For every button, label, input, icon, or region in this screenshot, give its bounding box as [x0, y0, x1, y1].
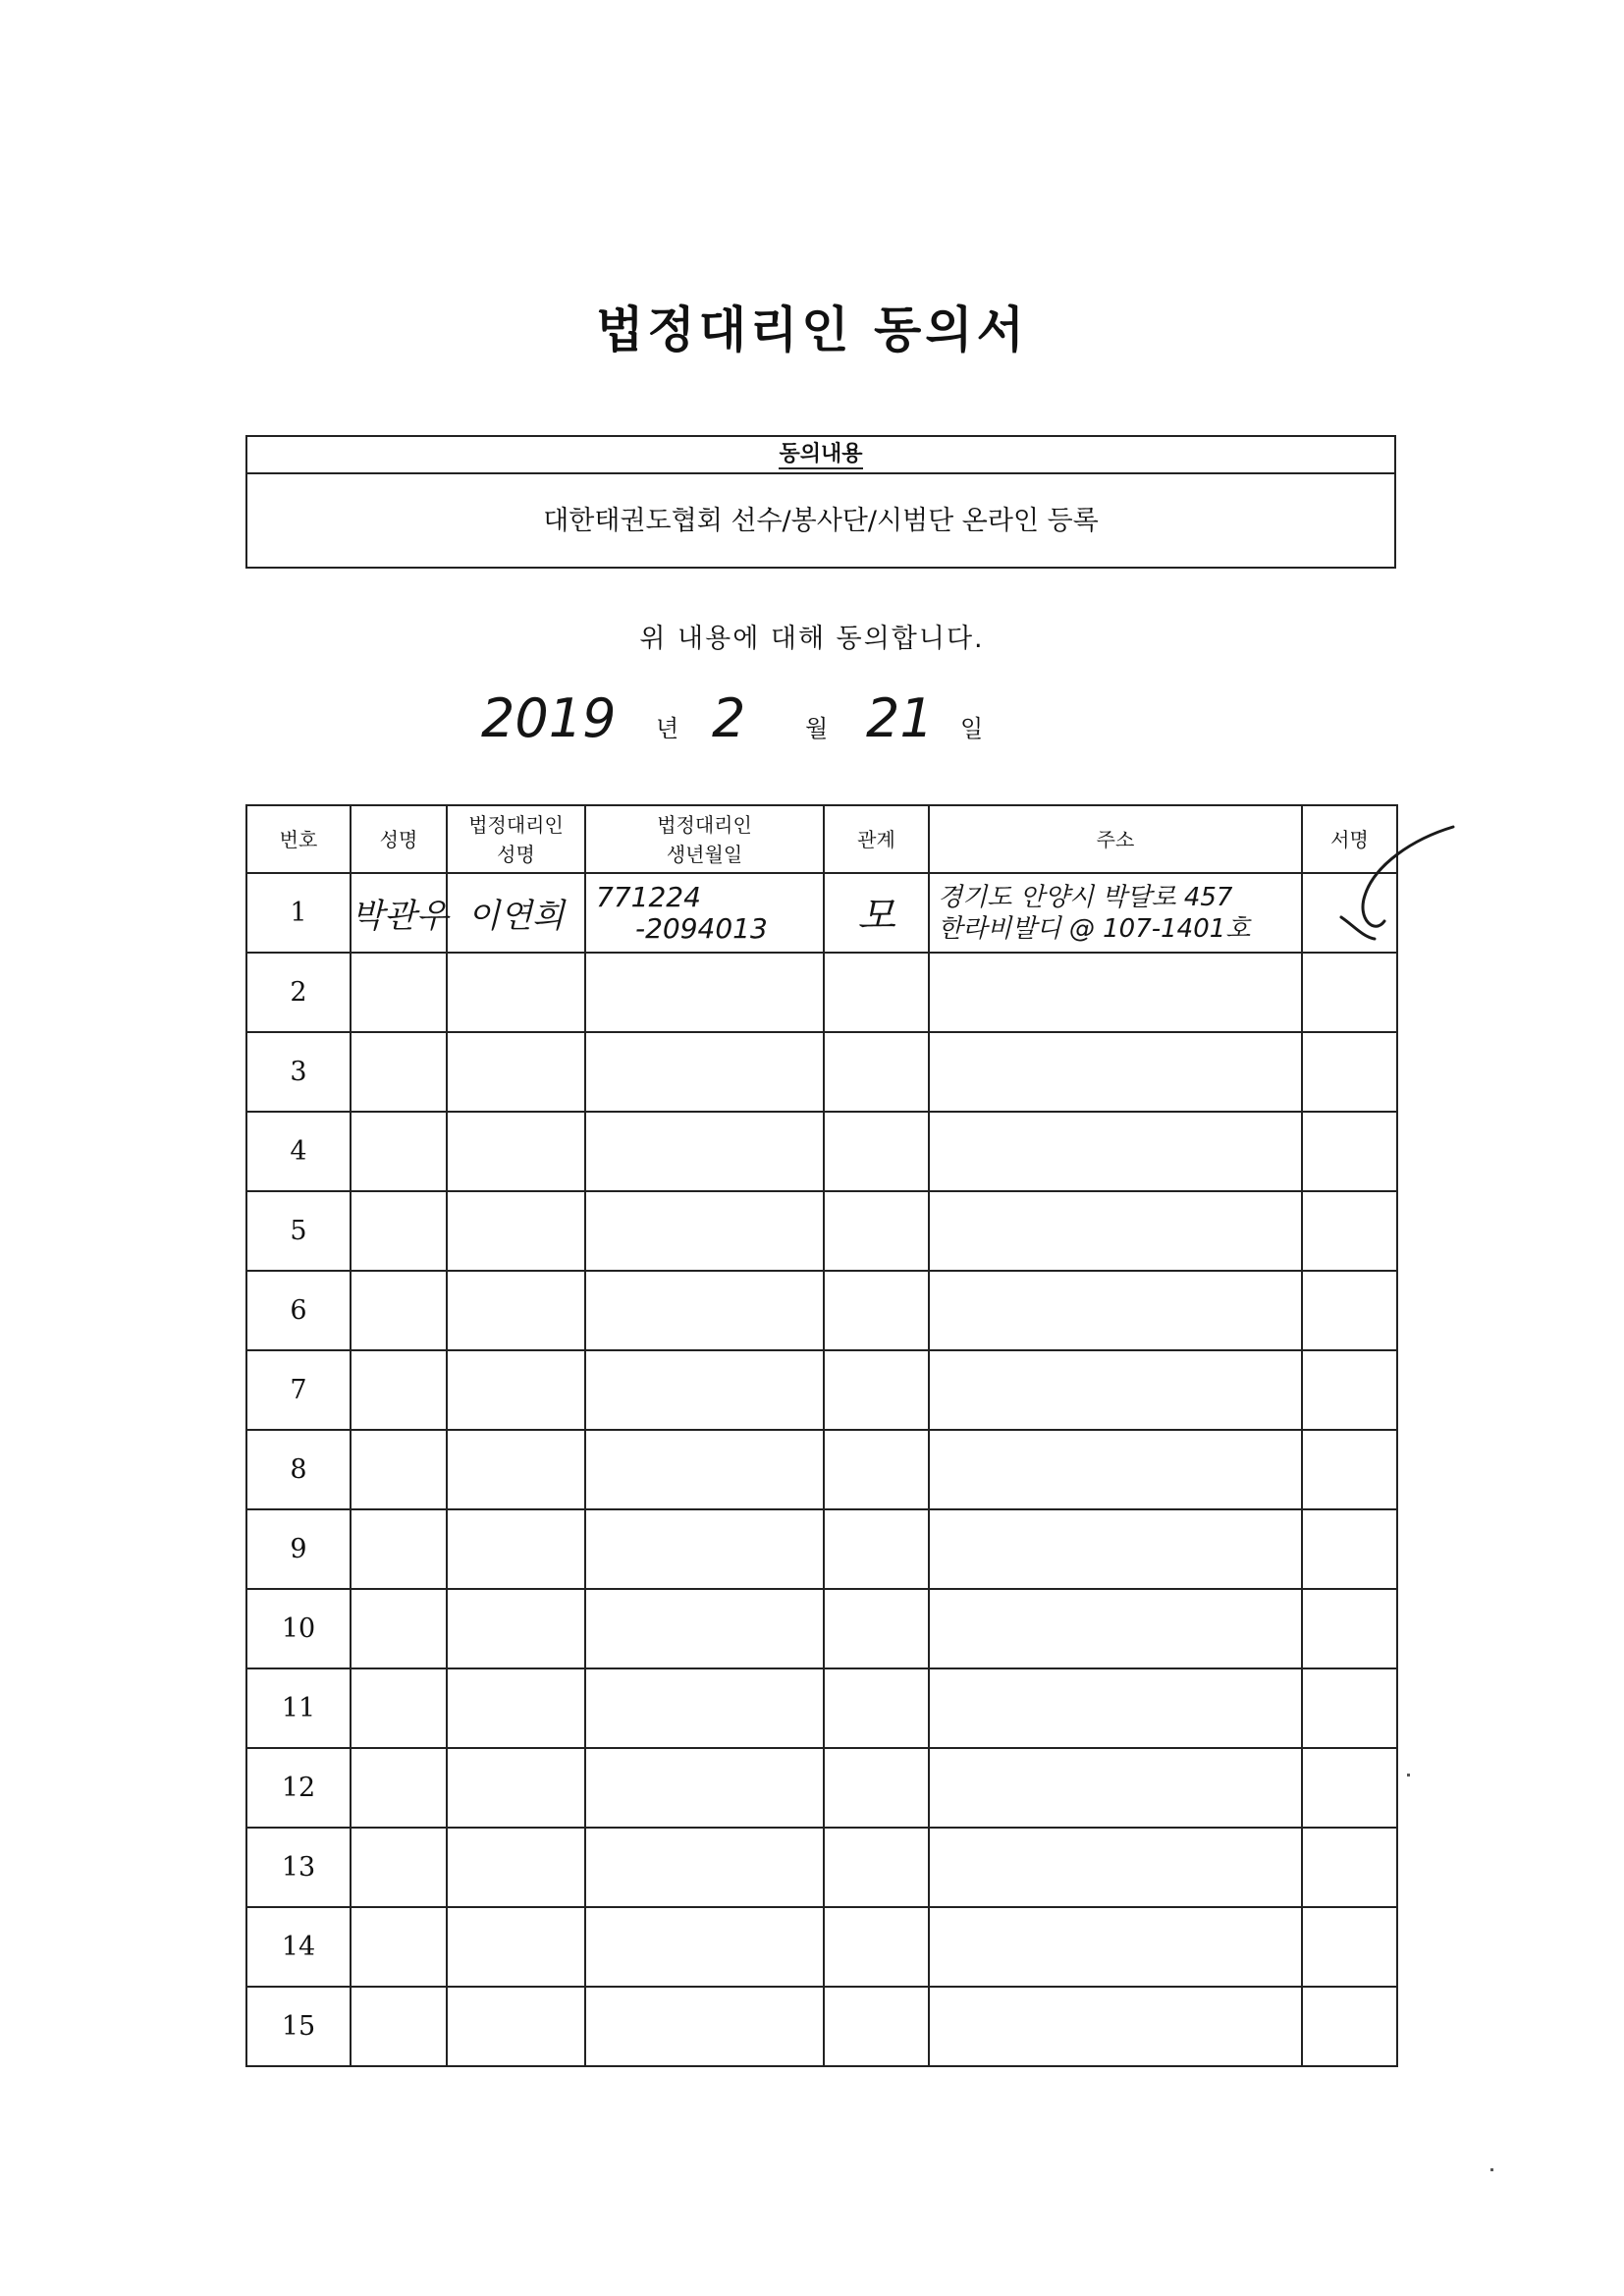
date-year: 2019: [481, 687, 617, 749]
signature-cell: [1302, 1271, 1397, 1350]
signature-cell: [1302, 1668, 1397, 1748]
address: [929, 1112, 1302, 1191]
guardian-name: [447, 953, 585, 1032]
guardian-birth: [585, 1668, 824, 1748]
table-header-row: [246, 805, 1397, 873]
guardian-name: [447, 1987, 585, 2066]
guardian-birth: [585, 1191, 824, 1271]
guardian-birth: 771224 -2094013: [585, 873, 824, 953]
agreement-statement: 위 내용에 대해 동의합니다.: [639, 624, 985, 654]
signature-cell: [1302, 1589, 1397, 1668]
student-name: [351, 1191, 447, 1271]
signature-cell: [1302, 1509, 1397, 1589]
guardian-name: [447, 1907, 585, 1987]
date-line: [481, 687, 1031, 776]
guardian-birth: [585, 1032, 824, 1112]
address: [929, 1430, 1302, 1509]
student-name: [351, 1589, 447, 1668]
table-row: [246, 1828, 1397, 1907]
guardian-birth: [585, 953, 824, 1032]
relation: [824, 1748, 929, 1828]
table-row: [246, 1589, 1397, 1668]
row-number: 5: [246, 1191, 351, 1271]
header-relation: 관계: [824, 805, 929, 873]
row-number: 13: [246, 1828, 351, 1907]
table-row: [246, 1350, 1397, 1430]
relation: [824, 953, 929, 1032]
header-guardian-name: 법정대리인 성명: [447, 805, 585, 873]
student-name: [351, 1748, 447, 1828]
relation: [824, 1191, 929, 1271]
guardian-name: [447, 1589, 585, 1668]
date-month-unit: 월: [805, 715, 829, 742]
guardian-name: [447, 1748, 585, 1828]
table-row: [246, 1032, 1397, 1112]
guardian-birth: [585, 1907, 824, 1987]
relation: 모: [824, 873, 929, 953]
address: [929, 1350, 1302, 1430]
signature-cell: [1302, 1748, 1397, 1828]
guardian-name: [447, 1828, 585, 1907]
row-number: 15: [246, 1987, 351, 2066]
student-name: [351, 953, 447, 1032]
guardian-birth: [585, 1350, 824, 1430]
header-signature: 서명: [1302, 805, 1397, 873]
guardian-name: [447, 1271, 585, 1350]
student-name: [351, 1668, 447, 1748]
address: 경기도 안양시 박달로 457 한라비발디 @ 107-1401호: [929, 873, 1302, 953]
scan-speck: [1490, 2168, 1493, 2171]
row-number: 7: [246, 1350, 351, 1430]
guardian-birth: [585, 1589, 824, 1668]
address: [929, 1191, 1302, 1271]
address: [929, 1589, 1302, 1668]
scan-speck: [1407, 1774, 1410, 1777]
guardian-name: [447, 1350, 585, 1430]
relation: [824, 1350, 929, 1430]
table-row: [246, 1748, 1397, 1828]
address: [929, 1032, 1302, 1112]
table-row: [246, 1668, 1397, 1748]
consent-box: [245, 435, 1396, 569]
header-guardian-birth: 법정대리인 생년월일: [585, 805, 824, 873]
signature-cell: [1302, 953, 1397, 1032]
signature-cell: [1302, 1191, 1397, 1271]
table-row: [246, 1907, 1397, 1987]
relation: [824, 1828, 929, 1907]
guardian-name: [447, 1430, 585, 1509]
row-number: 1: [246, 873, 351, 953]
signature-cell: [1302, 1112, 1397, 1191]
student-name: [351, 1509, 447, 1589]
student-name: [351, 1271, 447, 1350]
table-row: [246, 1430, 1397, 1509]
relation: [824, 1987, 929, 2066]
address: [929, 1907, 1302, 1987]
relation: [824, 1032, 929, 1112]
relation: [824, 1430, 929, 1509]
row-number: 12: [246, 1748, 351, 1828]
row-number: 2: [246, 953, 351, 1032]
table-row: [246, 1112, 1397, 1191]
row-number: 10: [246, 1589, 351, 1668]
table-row: [246, 1271, 1397, 1350]
student-name: [351, 1112, 447, 1191]
guardian-birth: [585, 1112, 824, 1191]
relation: [824, 1271, 929, 1350]
address: [929, 1828, 1302, 1907]
guardian-birth: [585, 1828, 824, 1907]
signature-cell: [1302, 1828, 1397, 1907]
guardian-birth: [585, 1748, 824, 1828]
row-number: 9: [246, 1509, 351, 1589]
guardian-birth: [585, 1271, 824, 1350]
guardian-birth: [585, 1430, 824, 1509]
consent-header: [247, 437, 1394, 474]
address: [929, 1748, 1302, 1828]
date-day: 21: [866, 687, 934, 749]
address: [929, 1509, 1302, 1589]
date-day-unit: 일: [960, 715, 984, 742]
guardian-name: [447, 1112, 585, 1191]
student-name: [351, 1987, 447, 2066]
signature-cell: [1302, 1907, 1397, 1987]
header-address: 주소: [929, 805, 1302, 873]
row-number: 8: [246, 1430, 351, 1509]
consent-body: 대한태권도협회 선수/봉사단/시범단 온라인 등록: [543, 506, 1099, 536]
row-number: 3: [246, 1032, 351, 1112]
student-name: [351, 1828, 447, 1907]
signature-cell: [1302, 1430, 1397, 1509]
guardian-name: [447, 1509, 585, 1589]
student-name: [351, 1430, 447, 1509]
table-row: [246, 1987, 1397, 2066]
address: [929, 1987, 1302, 2066]
row-number: 6: [246, 1271, 351, 1350]
guardian-name: [447, 1191, 585, 1271]
relation: [824, 1589, 929, 1668]
page-title: 법정대리인 동의서: [596, 301, 1028, 358]
signature-cell: [1302, 1032, 1397, 1112]
signature-cell: [1302, 1350, 1397, 1430]
student-name: [351, 1350, 447, 1430]
table-row: [246, 1191, 1397, 1271]
student-name: [351, 1907, 447, 1987]
header-no: 번호: [246, 805, 351, 873]
table-row: [246, 873, 1397, 953]
guardian-name: [447, 1032, 585, 1112]
date-year-unit: 년: [656, 715, 679, 742]
relation: [824, 1112, 929, 1191]
guardian-table: [245, 804, 1398, 2067]
relation: [824, 1907, 929, 1987]
row-number: 11: [246, 1668, 351, 1748]
table-row: [246, 1509, 1397, 1589]
guardian-birth: [585, 1509, 824, 1589]
signature-mark: [1306, 815, 1463, 953]
address: [929, 1271, 1302, 1350]
signature-cell: [1302, 1987, 1397, 2066]
student-name: [351, 1032, 447, 1112]
guardian-name: [447, 1668, 585, 1748]
date-month: 2: [712, 687, 746, 749]
consent-header-label: 동의내용: [779, 442, 862, 469]
student-name: 박관우: [351, 873, 447, 953]
relation: [824, 1509, 929, 1589]
guardian-birth: [585, 1987, 824, 2066]
guardian-name: 이연희: [447, 873, 585, 953]
address: [929, 953, 1302, 1032]
row-number: 4: [246, 1112, 351, 1191]
row-number: 14: [246, 1907, 351, 1987]
address: [929, 1668, 1302, 1748]
relation: [824, 1668, 929, 1748]
header-name: 성명: [351, 805, 447, 873]
table-row: [246, 953, 1397, 1032]
